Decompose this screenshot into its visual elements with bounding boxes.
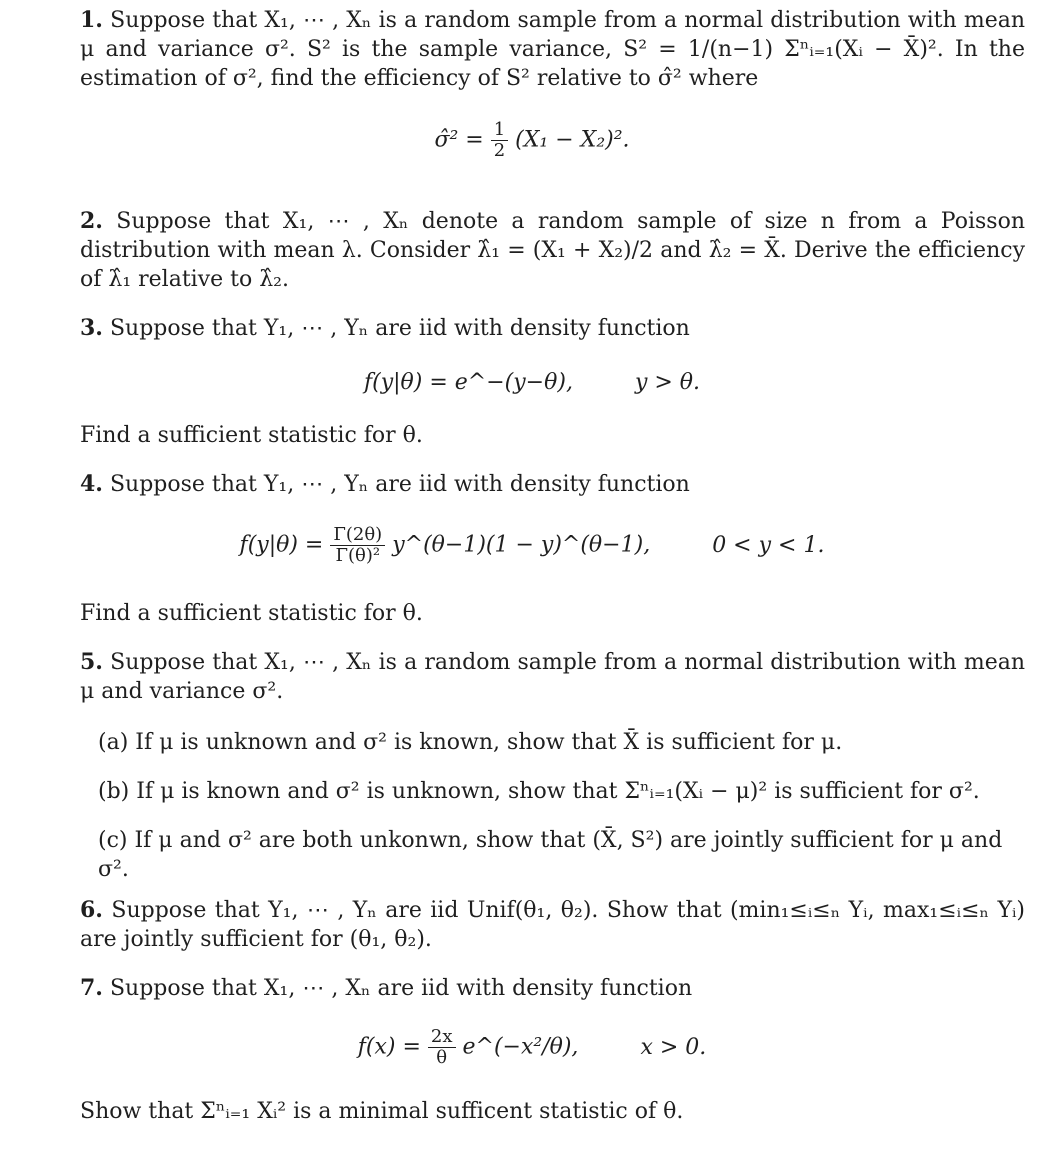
- problem-5-part-c: (c) If μ and σ² are both unkonwn, show that (X̄, S²) are jointly sufficient for μ and σ².: [98, 828, 1003, 882]
- problem-7-equation: [0, 1027, 1064, 1068]
- eq4-fraction: $\frac{\Gamma(2\theta)}{\text{Γ(θ)²}}$: [330, 525, 385, 566]
- eq4-condition: 0 < y < 1.: [712, 532, 825, 558]
- problem-3-text: [80, 314, 1025, 343]
- problem-2-text: [80, 207, 1025, 294]
- problem-3-after: Find a sufficient statistic for θ.: [80, 423, 423, 448]
- eq3-body: f(y|θ) = e^−(y−θ),: [363, 370, 573, 395]
- eq7-condition: x > 0.: [640, 1034, 707, 1060]
- eq1-fraction: $\frac{1}{2}$: [491, 120, 508, 161]
- eq7-rhs: e^(−x²/θ),: [462, 1034, 579, 1060]
- problem-5-part-a: (a) If μ is unknown and σ² is known, show that X̄ is sufficient for μ.: [98, 730, 843, 755]
- eq3-condition: y > θ.: [634, 370, 701, 395]
- problem-2-statement: Suppose that X₁, ⋯ , Xₙ denote a random sample of size n from a Poisson distribution with mean λ. Consider λ̂₁ = (X₁ + X₂)/2 and λ̂₂ = X̄. Derive the efficiency of λ̂₁ relative to λ̂₂.: [80, 209, 1025, 292]
- problem-5-part-b: (b) If μ is known and σ² is unknown, show that Σⁿᵢ₌₁(Xᵢ − μ)² is sufficient for σ².: [98, 779, 980, 804]
- problem-7-after: Show that Σⁿᵢ₌₁ Xᵢ² is a minimal sufficent statistic of θ.: [80, 1099, 684, 1124]
- problem-4-after: Find a sufficient statistic for θ.: [80, 601, 423, 626]
- problem-3-statement: Suppose that Y₁, ⋯ , Yₙ are iid with density function: [109, 316, 690, 341]
- problem-5-number: 5.: [80, 649, 103, 675]
- problem-6-text: [80, 896, 1025, 954]
- eq7-lhs: f(x) =: [357, 1034, 421, 1060]
- eq1-lhs: σ̂² =: [434, 127, 484, 153]
- problem-4-equation: [0, 525, 1064, 566]
- eq7-fraction: $\frac{2x}{\theta}$: [428, 1027, 456, 1068]
- problem-3-equation: [0, 368, 1064, 398]
- problem-7-text: [80, 974, 1025, 1003]
- problem-5-text: [80, 648, 1025, 706]
- problem-6-number: 6.: [80, 897, 103, 923]
- problem-1-number: 1.: [80, 7, 103, 33]
- problem-2-number: 2.: [80, 208, 103, 234]
- problem-6-statement: Suppose that Y₁, ⋯ , Yₙ are iid Unif(θ₁, θ₂). Show that (min₁≤ᵢ≤ₙ Yᵢ, max₁≤ᵢ≤ₙ Yᵢ) are jointly sufficient for (θ₁, θ₂).: [80, 898, 1025, 952]
- problem-4-text: [80, 470, 1025, 499]
- eq4-lhs: f(y|θ) =: [239, 532, 324, 558]
- problem-1-text: [80, 6, 1025, 93]
- problem-7-statement: Suppose that X₁, ⋯ , Xₙ are iid with density function: [109, 976, 693, 1001]
- problem-5-statement: Suppose that X₁, ⋯ , Xₙ is a random sample from a normal distribution with mean μ and variance σ².: [80, 650, 1025, 704]
- problem-1-statement: Suppose that X₁, ⋯ , Xₙ is a random sample from a normal distribution with mean μ and variance σ². S² is the sample variance, S² = 1/(n−1) Σⁿᵢ₌₁(Xᵢ − X̄)². In the estimation of σ², find the efficiency of S² relative to σ̂² where: [80, 8, 1025, 91]
- problem-1-equation: [0, 120, 1064, 161]
- problem-4-statement: Suppose that Y₁, ⋯ , Yₙ are iid with density function: [109, 472, 690, 497]
- problem-4-number: 4.: [80, 471, 103, 497]
- eq1-rhs: (X₁ − X₂)².: [515, 127, 630, 153]
- eq4-rhs: y^(θ−1)(1 − y)^(θ−1),: [392, 532, 651, 558]
- problem-3-number: 3.: [80, 315, 103, 341]
- problem-7-number: 7.: [80, 975, 103, 1001]
